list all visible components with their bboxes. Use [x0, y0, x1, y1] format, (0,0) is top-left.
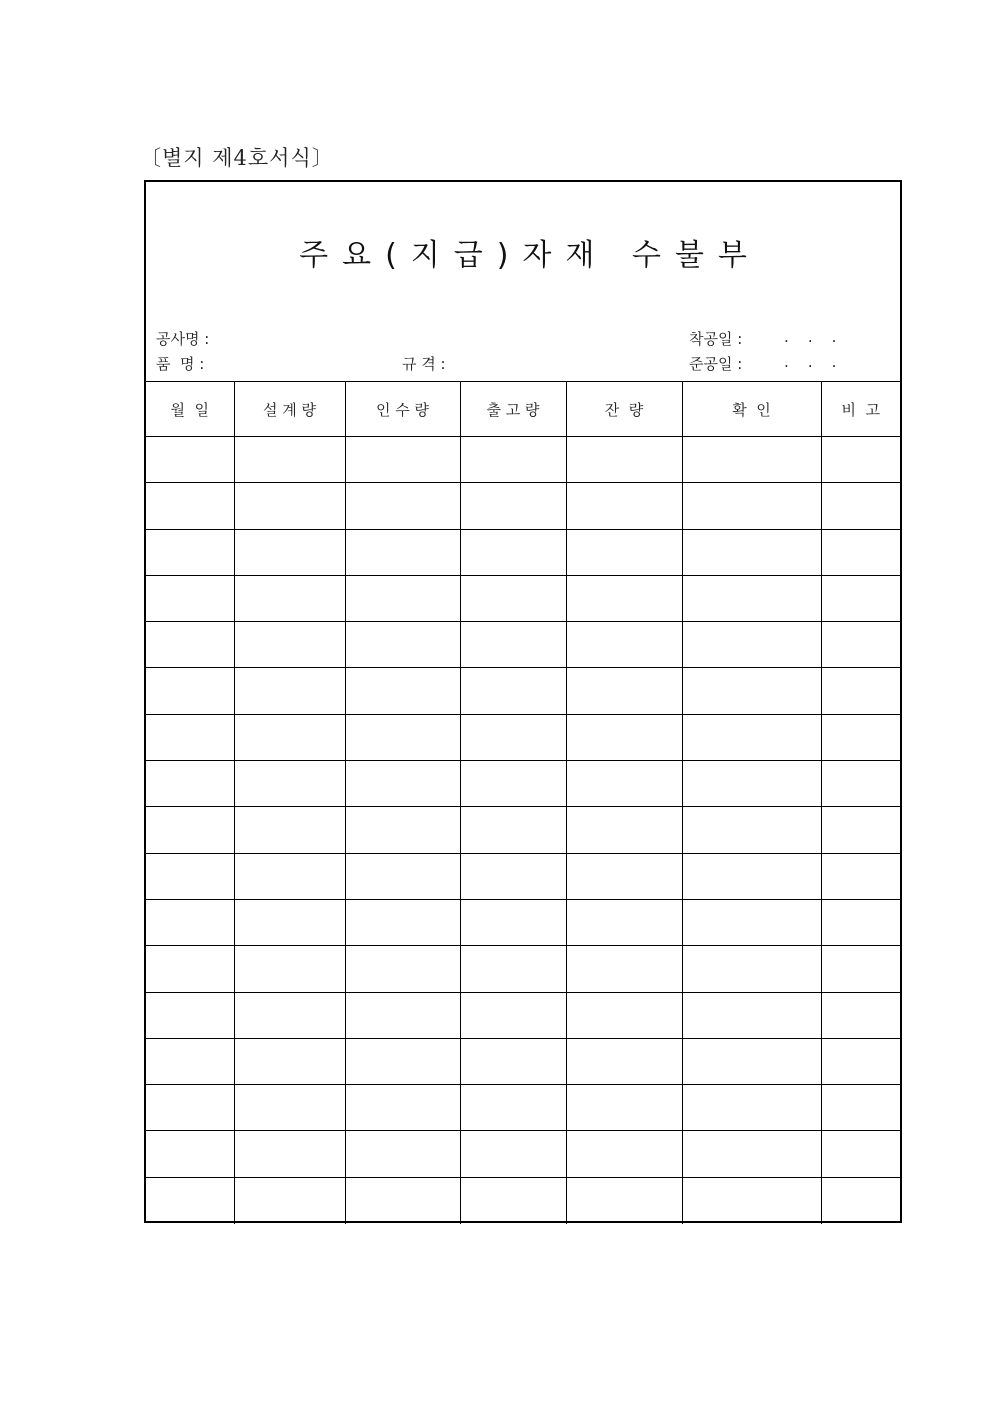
table-cell[interactable] — [345, 1177, 460, 1223]
table-cell[interactable] — [234, 807, 345, 853]
table-cell[interactable] — [345, 946, 460, 992]
table-cell[interactable] — [682, 1085, 821, 1131]
table-cell[interactable] — [345, 714, 460, 760]
table-row — [146, 575, 900, 621]
table-row — [146, 992, 900, 1038]
table-cell[interactable] — [234, 761, 345, 807]
table-cell[interactable] — [821, 714, 900, 760]
table-cell[interactable] — [821, 575, 900, 621]
table-cell[interactable] — [566, 668, 682, 714]
table-cell[interactable] — [682, 946, 821, 992]
table-row — [146, 622, 900, 668]
column-header-received-quantity: 인 수 량 — [345, 382, 460, 437]
column-header-remaining-quantity: 잔 량 — [566, 382, 682, 437]
table-cell[interactable] — [821, 992, 900, 1038]
table-cell[interactable] — [821, 1131, 900, 1177]
table-cell[interactable] — [566, 483, 682, 529]
table-cell[interactable] — [460, 853, 566, 899]
table-cell[interactable] — [234, 992, 345, 1038]
form-header — [146, 182, 900, 381]
table-cell[interactable] — [460, 946, 566, 992]
table-cell[interactable] — [146, 761, 234, 807]
table-cell[interactable] — [146, 437, 234, 483]
table-cell[interactable] — [234, 899, 345, 945]
table-row — [146, 714, 900, 760]
column-header-confirmation: 확 인 — [682, 382, 821, 437]
table-cell[interactable] — [682, 437, 821, 483]
table-row — [146, 529, 900, 575]
table-cell[interactable] — [821, 807, 900, 853]
table-cell[interactable] — [345, 992, 460, 1038]
table-cell[interactable] — [345, 1085, 460, 1131]
table-cell[interactable] — [566, 437, 682, 483]
ledger-table-body — [146, 437, 900, 1224]
table-cell[interactable] — [460, 575, 566, 621]
table-cell[interactable] — [234, 1085, 345, 1131]
table-cell[interactable] — [460, 807, 566, 853]
table-cell[interactable] — [146, 992, 234, 1038]
table-row — [146, 853, 900, 899]
table-cell[interactable] — [821, 1085, 900, 1131]
spec-label: 규 격 : — [402, 355, 446, 373]
table-cell[interactable] — [345, 437, 460, 483]
table-cell[interactable] — [234, 529, 345, 575]
table-row — [146, 946, 900, 992]
end-date-label: 준공일 : — [689, 355, 743, 373]
table-cell[interactable] — [682, 1177, 821, 1223]
table-cell[interactable] — [234, 1131, 345, 1177]
table-cell[interactable] — [821, 668, 900, 714]
table-row — [146, 1038, 900, 1084]
table-cell[interactable] — [146, 622, 234, 668]
table-cell[interactable] — [460, 992, 566, 1038]
table-row — [146, 899, 900, 945]
form-number-label: 〔별지 제4호서식〕 — [140, 146, 334, 170]
table-cell[interactable] — [821, 853, 900, 899]
table-cell[interactable] — [345, 899, 460, 945]
table-cell[interactable] — [234, 575, 345, 621]
table-row — [146, 761, 900, 807]
table-cell[interactable] — [566, 1177, 682, 1223]
table-cell[interactable] — [566, 575, 682, 621]
table-cell[interactable] — [566, 899, 682, 945]
table-cell[interactable] — [460, 668, 566, 714]
table-cell[interactable] — [234, 1038, 345, 1084]
table-cell[interactable] — [682, 668, 821, 714]
table-cell[interactable] — [821, 761, 900, 807]
table-cell[interactable] — [682, 483, 821, 529]
table-cell[interactable] — [566, 1038, 682, 1084]
table-cell[interactable] — [460, 622, 566, 668]
column-header-date: 월 일 — [146, 382, 234, 437]
table-cell[interactable] — [345, 807, 460, 853]
column-header-remarks: 비 고 — [821, 382, 900, 437]
table-cell[interactable] — [345, 1131, 460, 1177]
table-cell[interactable] — [146, 668, 234, 714]
table-cell[interactable] — [345, 853, 460, 899]
table-cell[interactable] — [345, 483, 460, 529]
table-cell[interactable] — [460, 1177, 566, 1223]
table-cell[interactable] — [682, 1131, 821, 1177]
table-cell[interactable] — [460, 1085, 566, 1131]
table-cell[interactable] — [234, 946, 345, 992]
table-row — [146, 668, 900, 714]
table-cell[interactable] — [234, 853, 345, 899]
table-cell[interactable] — [682, 899, 821, 945]
table-cell[interactable] — [234, 622, 345, 668]
table-cell[interactable] — [146, 946, 234, 992]
table-cell[interactable] — [566, 1131, 682, 1177]
table-cell[interactable] — [460, 529, 566, 575]
table-cell[interactable] — [146, 483, 234, 529]
table-cell[interactable] — [234, 1177, 345, 1223]
table-cell[interactable] — [345, 761, 460, 807]
table-cell[interactable] — [682, 853, 821, 899]
table-cell[interactable] — [566, 714, 682, 760]
table-cell[interactable] — [460, 761, 566, 807]
table-cell[interactable] — [234, 668, 345, 714]
table-cell[interactable] — [146, 1038, 234, 1084]
table-cell[interactable] — [460, 714, 566, 760]
start-date-label: 착공일 : — [689, 330, 743, 348]
table-cell[interactable] — [682, 622, 821, 668]
table-row — [146, 483, 900, 529]
table-cell[interactable] — [821, 946, 900, 992]
table-cell[interactable] — [460, 899, 566, 945]
table-cell[interactable] — [566, 853, 682, 899]
table-cell[interactable] — [345, 668, 460, 714]
table-cell[interactable] — [146, 853, 234, 899]
table-row — [146, 1177, 900, 1223]
table-cell[interactable] — [682, 714, 821, 760]
end-date-value: . . . — [784, 353, 837, 371]
table-cell[interactable] — [146, 714, 234, 760]
table-cell[interactable] — [234, 483, 345, 529]
start-date-value: . . . — [784, 328, 837, 346]
table-cell[interactable] — [682, 761, 821, 807]
table-cell[interactable] — [682, 807, 821, 853]
table-cell[interactable] — [566, 992, 682, 1038]
table-cell[interactable] — [460, 1038, 566, 1084]
table-cell[interactable] — [682, 1038, 821, 1084]
table-row — [146, 807, 900, 853]
table-cell[interactable] — [460, 1131, 566, 1177]
table-cell[interactable] — [821, 437, 900, 483]
table-cell[interactable] — [345, 529, 460, 575]
document-title: 주요(지급)자재 수불부 — [299, 238, 761, 273]
table-cell[interactable] — [345, 622, 460, 668]
table-cell[interactable] — [146, 529, 234, 575]
table-cell[interactable] — [566, 946, 682, 992]
table-cell[interactable] — [566, 622, 682, 668]
table-cell[interactable] — [821, 529, 900, 575]
table-cell[interactable] — [345, 575, 460, 621]
table-cell[interactable] — [821, 622, 900, 668]
material-ledger-form — [144, 180, 902, 1223]
table-cell[interactable] — [234, 714, 345, 760]
column-header-design-quantity: 설 계 량 — [234, 382, 345, 437]
table-cell[interactable] — [146, 1085, 234, 1131]
ledger-table — [146, 381, 900, 1224]
table-cell[interactable] — [460, 437, 566, 483]
table-row — [146, 1085, 900, 1131]
table-cell[interactable] — [682, 992, 821, 1038]
table-cell[interactable] — [234, 437, 345, 483]
column-header-issued-quantity: 출 고 량 — [460, 382, 566, 437]
table-cell[interactable] — [146, 575, 234, 621]
project-name-label: 공사명 : — [156, 330, 210, 348]
table-cell[interactable] — [566, 761, 682, 807]
table-header-row — [146, 382, 900, 437]
table-cell[interactable] — [566, 529, 682, 575]
table-cell[interactable] — [682, 529, 821, 575]
table-cell[interactable] — [146, 807, 234, 853]
table-cell[interactable] — [682, 575, 821, 621]
table-cell[interactable] — [566, 1085, 682, 1131]
table-row — [146, 437, 900, 483]
table-row — [146, 1131, 900, 1177]
table-cell[interactable] — [566, 807, 682, 853]
table-cell[interactable] — [821, 899, 900, 945]
table-cell[interactable] — [146, 1177, 234, 1223]
table-cell[interactable] — [821, 1038, 900, 1084]
table-cell[interactable] — [821, 1177, 900, 1223]
table-cell[interactable] — [345, 1038, 460, 1084]
item-name-label: 품 명 : — [156, 355, 205, 373]
table-cell[interactable] — [821, 483, 900, 529]
table-cell[interactable] — [146, 1131, 234, 1177]
table-cell[interactable] — [146, 899, 234, 945]
table-cell[interactable] — [460, 483, 566, 529]
